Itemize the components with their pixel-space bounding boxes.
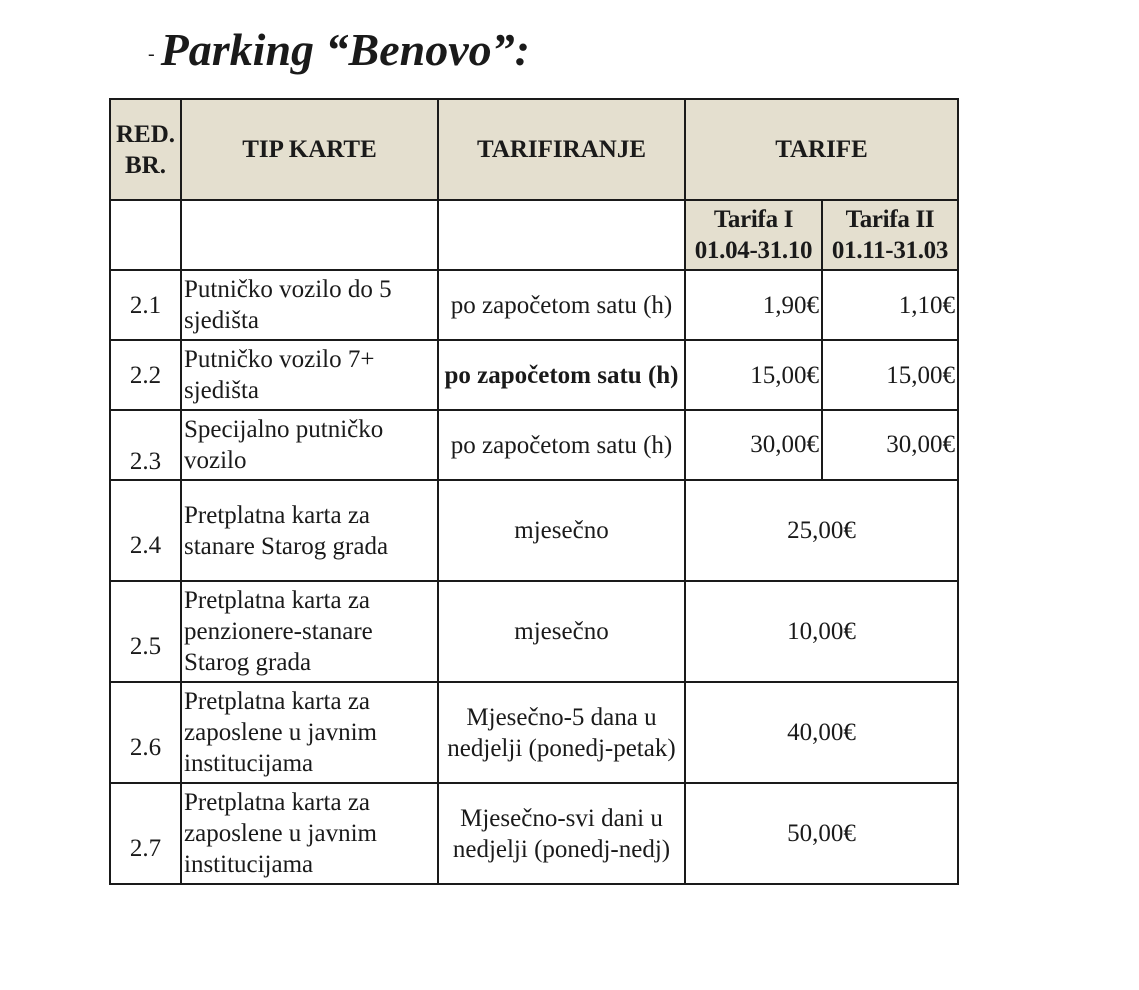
row-price-tarifa-1: 1,90€ xyxy=(685,270,822,340)
row-price: 40,00€ xyxy=(685,682,958,783)
row-tariff: mjesečno xyxy=(438,581,685,682)
row-tariff: Mjesečno-5 dana u nedjelji (ponedj-petak) xyxy=(438,682,685,783)
title-text: Parking “Benovo”: xyxy=(160,24,530,75)
subheader-tarifa-1 xyxy=(685,200,822,270)
row-ticket-type: Specijalno putničko vozilo xyxy=(181,410,438,480)
tarifa-2-name: Tarifa II xyxy=(845,206,935,233)
table-row xyxy=(110,270,958,340)
row-ticket-type: Putničko vozilo 7+ sjedišta xyxy=(181,340,438,410)
header-row xyxy=(110,99,958,200)
header-tip-karte: TIP KARTE xyxy=(181,99,438,200)
row-price-tarifa-2: 15,00€ xyxy=(822,340,958,410)
row-number: 2.4 xyxy=(110,480,181,581)
subheader-row xyxy=(110,200,958,270)
header-tarifiranje: TARIFIRANJE xyxy=(438,99,685,200)
row-tariff: po započetom satu (h) xyxy=(438,270,685,340)
table-row xyxy=(110,783,958,884)
subheader-empty-2 xyxy=(181,200,438,270)
tarifa-1-period: 01.04-31.10 xyxy=(694,237,813,264)
subheader-tarifa-2 xyxy=(822,200,958,270)
subheader-empty-3 xyxy=(438,200,685,270)
row-number: 2.6 xyxy=(110,682,181,783)
row-number: 2.3 xyxy=(110,410,181,480)
tarifa-2-period: 01.11-31.03 xyxy=(831,237,949,264)
page-title xyxy=(148,22,530,82)
table-row xyxy=(110,340,958,410)
row-number: 2.1 xyxy=(110,270,181,340)
row-price: 50,00€ xyxy=(685,783,958,884)
row-ticket-type: Pretplatna karta za zaposlene u javnim institucijama xyxy=(181,682,438,783)
row-tariff: mjesečno xyxy=(438,480,685,581)
table-row xyxy=(110,682,958,783)
row-number: 2.5 xyxy=(110,581,181,682)
row-price-tarifa-2: 30,00€ xyxy=(822,410,958,480)
row-ticket-type: Pretplatna karta za zaposlene u javnim institucijama xyxy=(181,783,438,884)
table-row xyxy=(110,410,958,480)
row-price: 25,00€ xyxy=(685,480,958,581)
row-tariff: Mjesečno-svi dani u nedjelji (ponedj-nedj) xyxy=(438,783,685,884)
row-price-tarifa-2: 1,10€ xyxy=(822,270,958,340)
header-red-br: RED. BR. xyxy=(110,99,181,200)
row-price-tarifa-1: 15,00€ xyxy=(685,340,822,410)
parking-tariff-table xyxy=(109,98,959,885)
row-tariff: po započetom satu (h) xyxy=(438,340,685,410)
row-number: 2.7 xyxy=(110,783,181,884)
row-price: 10,00€ xyxy=(685,581,958,682)
table-row xyxy=(110,581,958,682)
row-number: 2.2 xyxy=(110,340,181,410)
row-ticket-type: Pretplatna karta za stanare Starog grada xyxy=(181,480,438,581)
subheader-empty-1 xyxy=(110,200,181,270)
title-dash: - xyxy=(148,43,155,66)
header-tarife: TARIFE xyxy=(685,99,958,200)
row-tariff: po započetom satu (h) xyxy=(438,410,685,480)
row-ticket-type: Putničko vozilo do 5 sjedišta xyxy=(181,270,438,340)
tarifa-1-name: Tarifa I xyxy=(713,206,794,233)
row-ticket-type: Pretplatna karta za penzionere-stanare Starog grada xyxy=(181,581,438,682)
row-price-tarifa-1: 30,00€ xyxy=(685,410,822,480)
table-row xyxy=(110,480,958,581)
